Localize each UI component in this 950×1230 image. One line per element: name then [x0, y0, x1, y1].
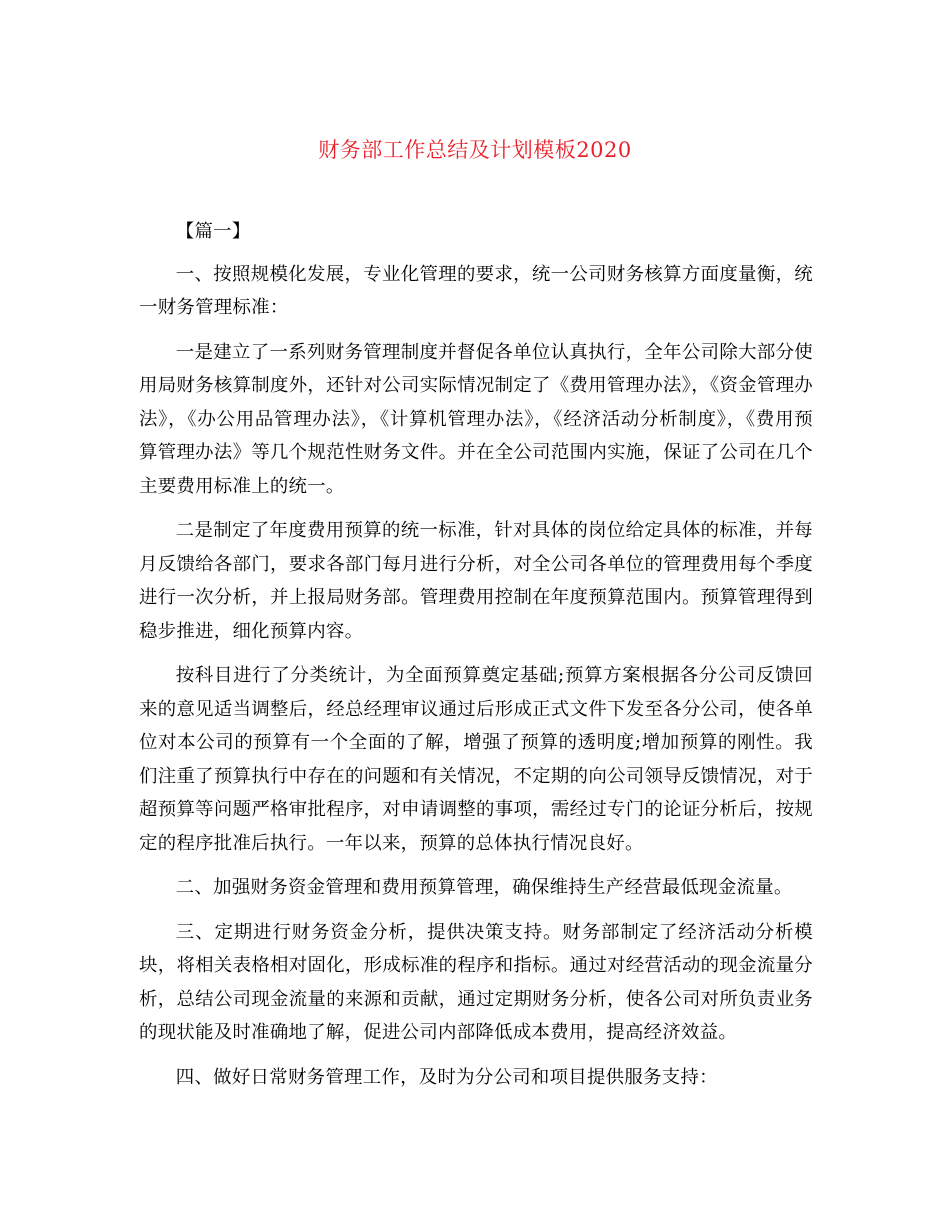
document-body: [139, 215, 813, 1105]
paragraph: 按科目进行了分类统计，为全面预算奠定基础;预算方案根据各分公司反馈回来的意见适当调整后，经总经理审议通过后形成正式文件下发至各分公司，使各单位对本公司的预算有一个全面的了解，增强了预算的透明度;增加预算的刚性。我们注重了预算执行中存在的问题和有关情况，不定期的向公司领导反馈情况，对于超预算等问题严格审批程序，对申请调整的事项，需经过专门的论证分析后，按规定的程序批准后执行。一年以来，预算的总体执行情况良好。: [139, 665, 813, 854]
paragraph: 四、做好日常财务管理工作，及时为分公司和项目提供服务支持：: [175, 1066, 718, 1088]
paragraph: 一、按照规模化发展，专业化管理的要求，统一公司财务核算方面度量衡，统一财务管理标准：: [139, 263, 813, 318]
section-heading: 【篇一】: [175, 221, 251, 242]
paragraph: 二、加强财务资金管理和费用预算管理，确保维持生产经营最低现金流量。: [175, 877, 793, 898]
document-title: 财务部工作总结及计划模板2020: [318, 138, 632, 162]
paragraph: 一是建立了一系列财务管理制度并督促各单位认真执行，全年公司除大部分使用局财务核算制度外，还针对公司实际情况制定了《费用管理办法》，《资金管理办法》，《办公用品管理办法》，《计算机管理办法》，《经济活动分析制度》，《费用预算管理办法》等几个规范性财务文件。并在全公司范围内实施，保证了公司在几个主要费用标准上的统一。: [139, 341, 813, 497]
paragraph: 三、定期进行财务资金分析，提供决策支持。财务部制定了经济活动分析模块，将相关表格相对固化，形成标准的程序和指标。通过对经营活动的现金流量分析，总结公司现金流量的来源和贡献，通过定期财务分析，使各公司对所负责业务的现状能及时准确地了解，促进公司内部降低成本费用，提高经济效益。: [139, 921, 813, 1043]
paragraph: 二是制定了年度费用预算的统一标准，针对具体的岗位给定具体的标准，并每月反馈给各部门，要求各部门每月进行分析，对全公司各单位的管理费用每个季度进行一次分析，并上报局财务部。管理费用控制在年度预算范围内。预算管理得到稳步推进，细化预算内容。: [139, 520, 813, 642]
